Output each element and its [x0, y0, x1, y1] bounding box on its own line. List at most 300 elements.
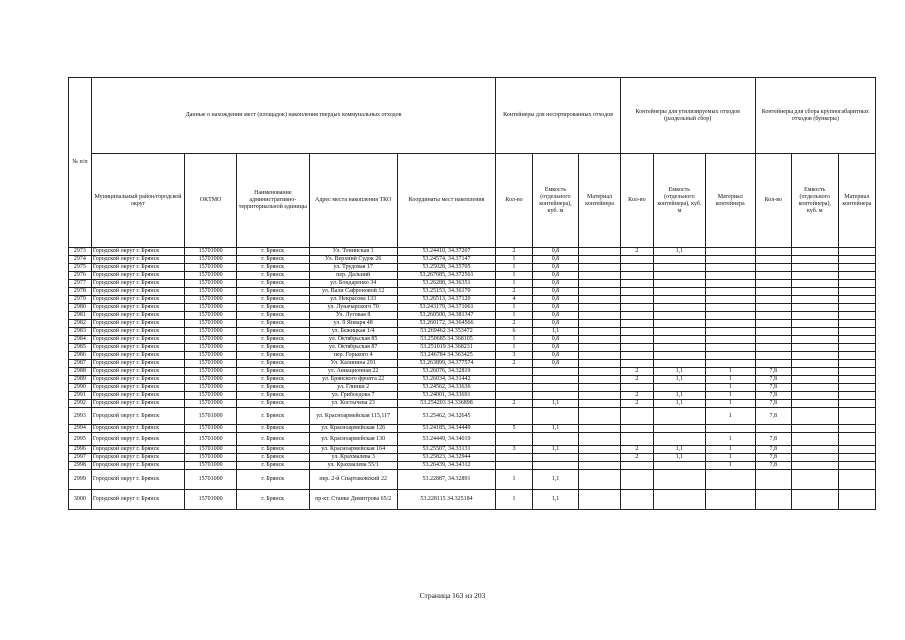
table-cell: 15701000: [185, 376, 237, 384]
table-cell: 15701000: [185, 272, 237, 280]
table-cell: 0,8: [532, 280, 579, 288]
table-cell: 15701000: [185, 336, 237, 344]
table-cell: [579, 400, 620, 408]
table-cell: 0,8: [532, 272, 579, 280]
table-cell: [755, 256, 791, 264]
table-cell-empty: [838, 425, 875, 433]
table-cell: 1,1: [532, 446, 579, 454]
table-cell: Ул. Тонинская 1: [309, 248, 397, 256]
table-cell: [653, 272, 705, 280]
table-cell-empty: [838, 344, 875, 352]
table-cell: ул. Красноармейская 164: [309, 446, 397, 454]
table-cell: [532, 454, 579, 462]
table-cell: [620, 470, 653, 490]
table-cell-empty: [838, 288, 875, 296]
table-cell: 1,1: [653, 400, 705, 408]
table-cell: 2988: [69, 368, 92, 376]
table-cell: [653, 490, 705, 510]
table-cell: 2: [620, 446, 653, 454]
page-number: Страница 163 из 203: [419, 591, 486, 600]
table-row: [69, 384, 876, 392]
table-cell: 15701000: [185, 256, 237, 264]
table-cell: [496, 433, 532, 446]
table-cell: Ул. Верхний Судок 26: [309, 256, 397, 264]
table-cell: 2986: [69, 352, 92, 360]
table-cell: [620, 360, 653, 368]
table-row: [69, 336, 876, 344]
table-cell: [755, 312, 791, 320]
table-cell: 3000: [69, 490, 92, 510]
table-cell: [705, 360, 755, 368]
table-cell: [791, 344, 838, 352]
table-cell: [755, 360, 791, 368]
registry-table: [68, 77, 876, 510]
table-row: [69, 344, 876, 352]
table-cell: [579, 320, 620, 328]
table-cell: [705, 425, 755, 433]
table-cell: г. Брянск: [237, 490, 310, 510]
table-cell: [653, 408, 705, 425]
table-cell: г. Брянск: [237, 312, 310, 320]
table-cell: [579, 433, 620, 446]
table-cell: Городской округ г. Брянск: [91, 256, 184, 264]
table-cell: [791, 400, 838, 408]
table-cell: [791, 384, 838, 392]
table-cell: 1: [496, 280, 532, 288]
table-cell: ул. Красноармейская 126: [309, 425, 397, 433]
table-cell-empty: [838, 433, 875, 446]
table-cell: [579, 462, 620, 470]
table-cell: Городской округ г. Брянск: [91, 470, 184, 490]
table-cell: Городской округ г. Брянск: [91, 288, 184, 296]
table-cell: 1: [705, 454, 755, 462]
table-cell: [755, 288, 791, 296]
table-row: [69, 264, 876, 272]
table-row: [69, 296, 876, 304]
table-cell: 4: [496, 296, 532, 304]
table-cell: ул. Глинки 2: [309, 384, 397, 392]
table-cell-empty: [838, 304, 875, 312]
table-cell: [791, 328, 838, 336]
table-cell: [791, 392, 838, 400]
table-cell: [620, 256, 653, 264]
table-header: [69, 78, 876, 248]
table-cell: Городской округ г. Брянск: [91, 352, 184, 360]
table-cell: [653, 425, 705, 433]
table-cell: 15701000: [185, 454, 237, 462]
table-cell: г. Брянск: [237, 344, 310, 352]
table-cell: 53.246784 34.363425: [397, 352, 496, 360]
table-cell: [653, 344, 705, 352]
table-cell: 7,8: [755, 392, 791, 400]
table-cell: ул. Бежицкая 1/4: [309, 328, 397, 336]
table-cell: [653, 433, 705, 446]
table-cell-empty: [838, 490, 875, 510]
table-cell: Городской округ г. Брянск: [91, 272, 184, 280]
table-cell-empty: [838, 454, 875, 462]
table-cell: 15701000: [185, 288, 237, 296]
column-header: Кол-во: [755, 154, 791, 248]
table-cell: 15701000: [185, 392, 237, 400]
table-row: [69, 368, 876, 376]
table-cell: [755, 296, 791, 304]
table-cell: ул. Авиационная 22: [309, 368, 397, 376]
table-cell: 15701000: [185, 320, 237, 328]
table-row: [69, 256, 876, 264]
table-cell: [653, 336, 705, 344]
table-cell: 1: [705, 376, 755, 384]
table-cell: г. Брянск: [237, 368, 310, 376]
table-cell: 1,1: [532, 328, 579, 336]
table-cell: 15701000: [185, 264, 237, 272]
table-cell: ул. Костычева 23: [309, 400, 397, 408]
table-cell: [705, 320, 755, 328]
table-cell: ул. Бондаренко 34: [309, 280, 397, 288]
table-cell: 3: [496, 446, 532, 454]
table-cell: 6: [496, 328, 532, 336]
table-cell: 2989: [69, 376, 92, 384]
table-cell: [755, 320, 791, 328]
table-cell: 0,8: [532, 320, 579, 328]
table-cell: 1,1: [653, 392, 705, 400]
table-row: [69, 446, 876, 454]
table-cell: [579, 328, 620, 336]
table-cell: 15701000: [185, 344, 237, 352]
table-cell: Городской округ г. Брянск: [91, 320, 184, 328]
table-cell: [579, 376, 620, 384]
table-cell: 1: [496, 272, 532, 280]
table-cell-empty: [838, 392, 875, 400]
table-cell: 2984: [69, 336, 92, 344]
table-cell-empty: [838, 462, 875, 470]
table-cell: ул. Грибоедова 7: [309, 392, 397, 400]
table-row: [69, 470, 876, 490]
table-cell: [620, 328, 653, 336]
table-row: [69, 248, 876, 256]
table-cell: 1: [705, 446, 755, 454]
table-cell: 15701000: [185, 368, 237, 376]
table-cell-empty: [838, 280, 875, 288]
table-cell: г. Брянск: [237, 320, 310, 328]
table-cell-empty: [838, 446, 875, 454]
table-cell: Городской округ г. Брянск: [91, 392, 184, 400]
table-cell: 53.26288, 34.36351: [397, 280, 496, 288]
table-cell: 1: [705, 433, 755, 446]
table-cell: [755, 352, 791, 360]
table-cell: г. Брянск: [237, 400, 310, 408]
table-row: [69, 433, 876, 446]
table-cell: г. Брянск: [237, 454, 310, 462]
table-cell: [579, 408, 620, 425]
table-cell: [791, 376, 838, 384]
table-cell: 2995: [69, 433, 92, 446]
table-cell: 53.263899, 34.377574: [397, 360, 496, 368]
table-cell: ул. Вали Сафроновой 12: [309, 288, 397, 296]
table-cell: 7,8: [755, 376, 791, 384]
table-cell: Городской округ г. Брянск: [91, 425, 184, 433]
table-cell: пер. Дальний: [309, 272, 397, 280]
table-cell: [496, 384, 532, 392]
table-cell: [653, 280, 705, 288]
table-cell: [705, 490, 755, 510]
table-cell: Городской округ г. Брянск: [91, 280, 184, 288]
table-cell: 2987: [69, 360, 92, 368]
table-row: [69, 376, 876, 384]
table-cell: 53.25823, 34.32944: [397, 454, 496, 462]
table-cell: Городской округ г. Брянск: [91, 446, 184, 454]
table-cell: [532, 392, 579, 400]
table-cell: [705, 264, 755, 272]
table-cell: 7,8: [755, 454, 791, 462]
table-cell: 2: [496, 400, 532, 408]
table-cell: [653, 296, 705, 304]
table-cell: ул. Октябрьская 85: [309, 336, 397, 344]
table-cell: [579, 470, 620, 490]
table-cell: Городской округ г. Брянск: [91, 328, 184, 336]
table-cell: 15701000: [185, 312, 237, 320]
table-cell: [620, 280, 653, 288]
table-cell: [579, 360, 620, 368]
table-cell: [532, 408, 579, 425]
table-cell: 15701000: [185, 296, 237, 304]
table-cell: 53.26513, 34.37120: [397, 296, 496, 304]
table-cell: 2994: [69, 425, 92, 433]
table-cell: [496, 376, 532, 384]
table-cell: Городской округ г. Брянск: [91, 296, 184, 304]
table-cell: 0,8: [532, 360, 579, 368]
table-cell: 1,1: [532, 470, 579, 490]
header-group-recycle: Контейнеры для утилизируемых отходов (раздельный сбор): [620, 78, 755, 154]
table-cell: [705, 288, 755, 296]
table-cell: 53.26034, 34.31442: [397, 376, 496, 384]
table-row: [69, 272, 876, 280]
table-cell: 0,8: [532, 288, 579, 296]
table-cell: [579, 425, 620, 433]
table-cell: 1: [705, 368, 755, 376]
table-cell: [791, 408, 838, 425]
table-cell: 0,8: [532, 312, 579, 320]
table-cell: 1,1: [653, 454, 705, 462]
column-header: Материал контейнера: [579, 154, 620, 248]
table-cell: Городской округ г. Брянск: [91, 304, 184, 312]
column-header: Муниципальный район/городской округ: [91, 154, 184, 248]
table-cell: 53.24185, 34.34449: [397, 425, 496, 433]
table-cell: 2983: [69, 328, 92, 336]
table-cell: 53.24574, 34.37147: [397, 256, 496, 264]
table-cell: 53.24449, 34.34019: [397, 433, 496, 446]
table-cell: 1,1: [532, 490, 579, 510]
table-row: [69, 400, 876, 408]
table-cell: [579, 344, 620, 352]
table-cell: ул. Брянского фронта 22: [309, 376, 397, 384]
table-cell: г. Брянск: [237, 304, 310, 312]
table-cell: [791, 446, 838, 454]
table-cell: г. Брянск: [237, 433, 310, 446]
table-cell: [620, 296, 653, 304]
table-cell: [791, 264, 838, 272]
table-cell: 1,1: [653, 368, 705, 376]
table-cell: 2: [496, 320, 532, 328]
table-cell: [705, 296, 755, 304]
table-row: [69, 288, 876, 296]
table-cell: 2979: [69, 296, 92, 304]
table-body: [69, 248, 876, 510]
table-cell: 53.267685, 34.372561: [397, 272, 496, 280]
table-cell: [579, 272, 620, 280]
table-cell: 2993: [69, 408, 92, 425]
column-header: Кол-во: [620, 154, 653, 248]
table-row: [69, 392, 876, 400]
column-header: Емкость (отдельного контейнера), куб. м: [532, 154, 579, 248]
table-cell: [791, 470, 838, 490]
table-cell: [791, 312, 838, 320]
table-cell: 2974: [69, 256, 92, 264]
table-cell: [579, 280, 620, 288]
table-cell: г. Брянск: [237, 352, 310, 360]
table-cell: 1: [705, 384, 755, 392]
table-cell: 7,8: [755, 433, 791, 446]
table-cell: [705, 280, 755, 288]
table-cell: 5: [496, 425, 532, 433]
table-cell: 7,8: [755, 368, 791, 376]
table-cell: [791, 368, 838, 376]
table-cell: 0,8: [532, 264, 579, 272]
table-cell: 3: [496, 352, 532, 360]
header-group-bulky: Контейнеры для сбора крупногабаритных отходов (бункеры): [755, 78, 875, 154]
table-cell: [532, 368, 579, 376]
table-cell: ул. Трудовая 17: [309, 264, 397, 272]
table-cell-empty: [838, 368, 875, 376]
table-cell: [579, 304, 620, 312]
table-row: [69, 320, 876, 328]
table-cell: [579, 384, 620, 392]
table-cell: ул. Луначарского 70: [309, 304, 397, 312]
table-cell-empty: [838, 384, 875, 392]
table-cell: 1: [705, 400, 755, 408]
table-cell: 0,8: [532, 296, 579, 304]
table-cell: г. Брянск: [237, 376, 310, 384]
table-cell: 15701000: [185, 425, 237, 433]
header-columns-row: [69, 154, 876, 248]
table-cell: Ул. Калинина 291: [309, 360, 397, 368]
table-cell-empty: [838, 296, 875, 304]
table-cell: [755, 272, 791, 280]
column-header: ОКТМО: [185, 154, 237, 248]
table-cell-empty: [838, 272, 875, 280]
table-cell: [579, 256, 620, 264]
table-cell: [620, 490, 653, 510]
table-cell: 53.26076, 34.32819: [397, 368, 496, 376]
table-cell: [705, 352, 755, 360]
table-cell: [620, 264, 653, 272]
table-cell: Городской округ г. Брянск: [91, 490, 184, 510]
table-cell: 53.26439, 34.34312: [397, 462, 496, 470]
table-cell: 1,1: [653, 248, 705, 256]
table-cell: [653, 264, 705, 272]
table-cell: [755, 470, 791, 490]
table-cell: [791, 462, 838, 470]
table-cell: [620, 272, 653, 280]
table-cell: [791, 352, 838, 360]
table-cell: Городской округ г. Брянск: [91, 454, 184, 462]
table-cell-empty: [838, 470, 875, 490]
table-cell: 2: [620, 376, 653, 384]
registry-table-container: [68, 77, 876, 510]
table-cell: [496, 368, 532, 376]
column-header: Адрес места накопления ТКО: [309, 154, 397, 248]
table-cell: [496, 454, 532, 462]
table-cell: [653, 470, 705, 490]
table-cell: 2977: [69, 280, 92, 288]
table-cell: 53.25153, 34.36170: [397, 288, 496, 296]
table-cell: 1: [705, 462, 755, 470]
table-cell: 53.228115 34.325184: [397, 490, 496, 510]
table-cell: [496, 462, 532, 470]
table-cell-empty: [838, 320, 875, 328]
table-cell: [579, 264, 620, 272]
table-cell: [532, 433, 579, 446]
table-cell: [791, 248, 838, 256]
table-cell: Городской округ г. Брянск: [91, 264, 184, 272]
table-row: [69, 490, 876, 510]
table-cell: [791, 288, 838, 296]
table-cell: г. Брянск: [237, 392, 310, 400]
table-cell: [755, 490, 791, 510]
table-cell: ул. Октябрьская 87: [309, 344, 397, 352]
table-cell: [705, 470, 755, 490]
header-group-unsorted: Контейнеры для несортированных отходов: [496, 78, 620, 154]
table-cell: [653, 320, 705, 328]
column-header: Кол-во: [496, 154, 532, 248]
table-cell: 53.260172, 34.364566: [397, 320, 496, 328]
table-cell: г. Брянск: [237, 272, 310, 280]
table-cell: [653, 304, 705, 312]
table-cell: [791, 320, 838, 328]
table-cell: 15701000: [185, 433, 237, 446]
column-header: Координаты мест накопления: [397, 154, 496, 248]
table-cell: [755, 264, 791, 272]
table-cell: Городской округ г. Брянск: [91, 433, 184, 446]
table-cell: [620, 433, 653, 446]
table-cell: Ул. Луговая 8: [309, 312, 397, 320]
table-cell: 7,8: [755, 400, 791, 408]
table-cell: 2: [496, 248, 532, 256]
table-cell-empty: [838, 352, 875, 360]
table-cell: [705, 336, 755, 344]
table-cell: [755, 304, 791, 312]
table-cell: г. Брянск: [237, 264, 310, 272]
table-cell: 53.250685 34.368105: [397, 336, 496, 344]
table-cell: [653, 360, 705, 368]
table-cell: [791, 454, 838, 462]
table-cell: [653, 328, 705, 336]
table-cell: г. Брянск: [237, 384, 310, 392]
table-cell: 7,8: [755, 408, 791, 425]
table-cell: [579, 368, 620, 376]
table-cell: 1,1: [532, 425, 579, 433]
table-cell: 2982: [69, 320, 92, 328]
table-cell: Городской округ г. Брянск: [91, 462, 184, 470]
table-cell: г. Брянск: [237, 328, 310, 336]
table-cell: 2: [620, 454, 653, 462]
table-cell: Городской округ г. Брянск: [91, 400, 184, 408]
table-cell: [579, 454, 620, 462]
table-cell: [755, 344, 791, 352]
table-cell: [620, 425, 653, 433]
table-cell: Городской округ г. Брянск: [91, 344, 184, 352]
table-cell: [791, 425, 838, 433]
table-cell: [653, 384, 705, 392]
